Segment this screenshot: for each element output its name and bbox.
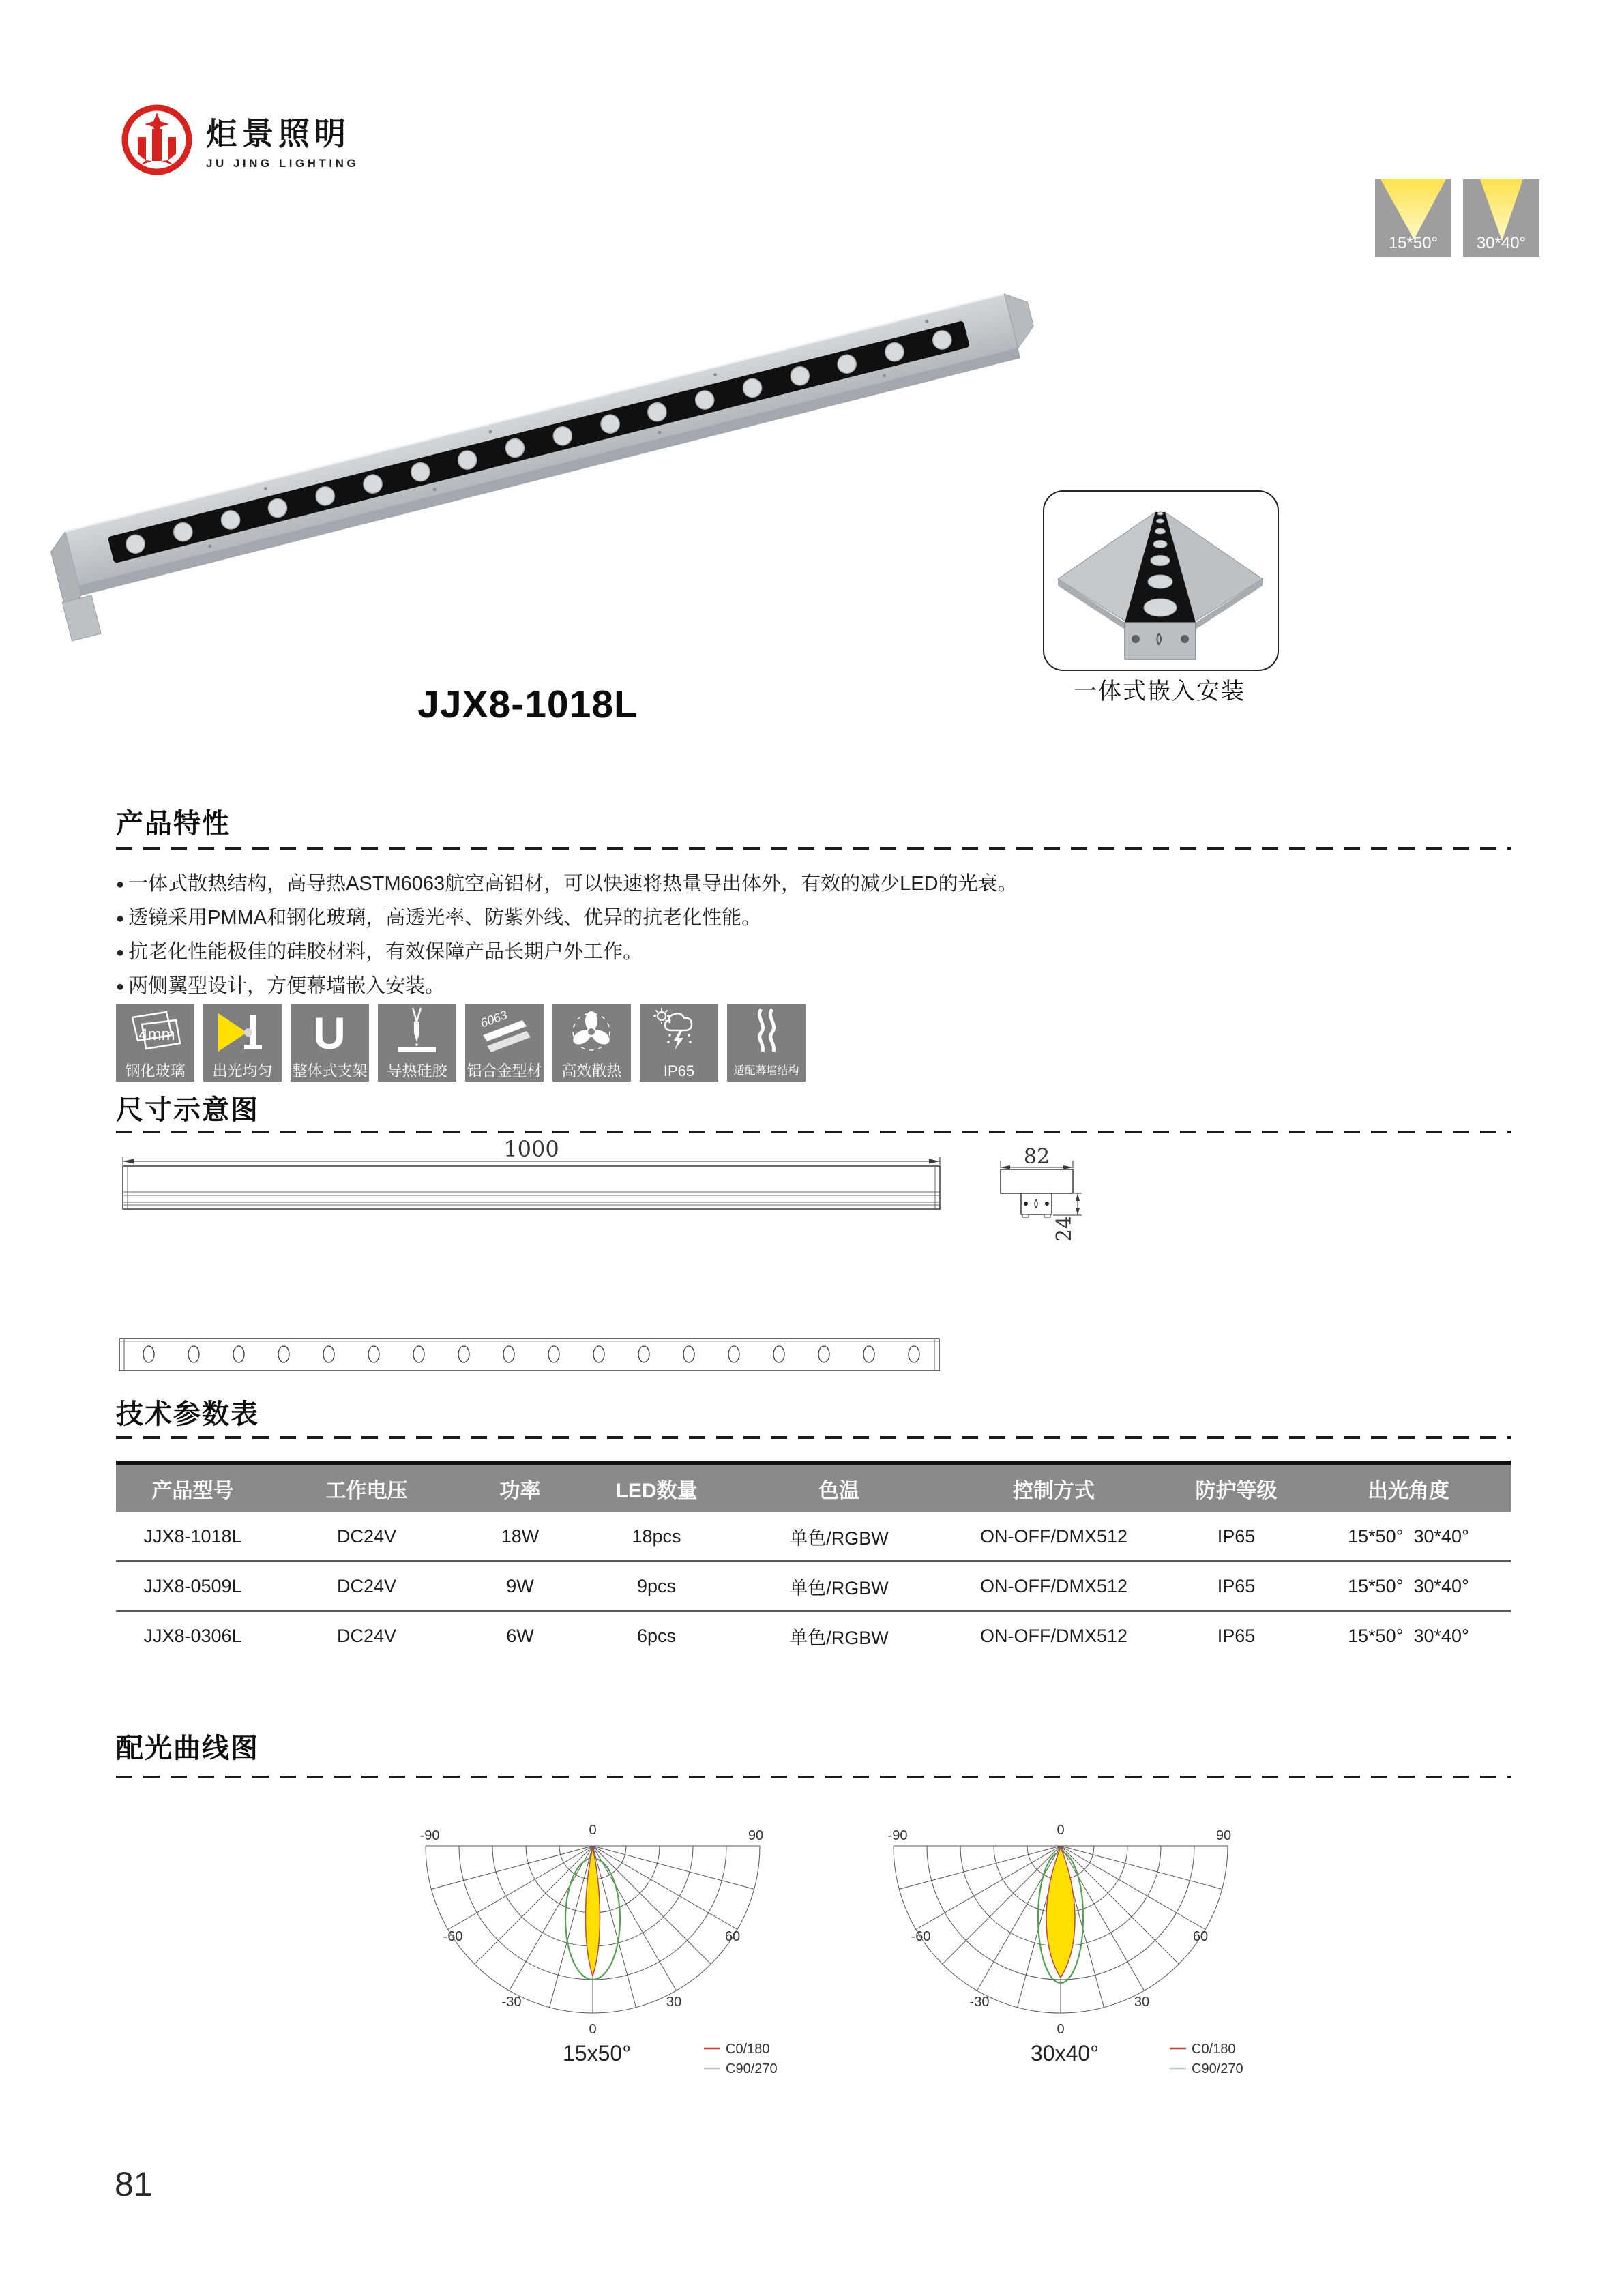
cell-control: ON-OFF/DMX512 (979, 1525, 1128, 1547)
section-divider (116, 1436, 1511, 1439)
beam-angle-badges (1375, 179, 1539, 257)
beam-badge-label: 15*50° (1388, 234, 1438, 252)
alloy-6063-badge: 6063 (478, 1008, 510, 1030)
brand-logo-icon (117, 100, 196, 179)
weatherproof-icon (640, 1004, 718, 1061)
section-divider (116, 1776, 1511, 1778)
tile-aluminum-profile (465, 1004, 544, 1082)
cell-ip: IP65 (1217, 1525, 1256, 1547)
tick-label: 0 (589, 1823, 597, 1838)
feature-item: ● 一体式散热结构，高导热ASTM6063航空高铝材，可以快速将热量导出体外，有效的减少LED的光衰。 (116, 867, 1018, 901)
cell-control: ON-OFF/DMX512 (979, 1625, 1128, 1646)
chart-label: 15x50° (563, 2041, 631, 2066)
col-header: 出光角度 (1368, 1480, 1449, 1502)
col-header: 工作电压 (325, 1480, 408, 1502)
tick-label: 0 (1057, 1823, 1065, 1838)
cell-color: 单色/RGBW (789, 1577, 889, 1598)
cell-voltage: DC24V (336, 1625, 397, 1646)
tick-label: 0 (589, 2022, 597, 2037)
beam-badge-label: 30*40° (1476, 234, 1526, 252)
cell-led-count: 9pcs (636, 1575, 677, 1596)
tick-label: -30 (969, 1995, 990, 2010)
table-row (116, 1612, 1511, 1660)
col-header: 防护等级 (1195, 1480, 1278, 1502)
tile-label: 出光均匀 (212, 1062, 273, 1079)
brand-logo (117, 100, 363, 180)
table-row (116, 1562, 1511, 1612)
section-title-specs: 技术参数表 (116, 1399, 259, 1429)
tick-label: 90 (1215, 1828, 1232, 1843)
legend-label: C90/270 (726, 2061, 778, 2076)
brand-name-en: JU JING LIGHTING (206, 157, 359, 170)
cell-voltage: DC24V (336, 1525, 397, 1547)
cell-power: 9W (506, 1575, 534, 1596)
photometric-charts (382, 1814, 1282, 2100)
cell-color: 单色/RGBW (789, 1527, 889, 1549)
section-title-features: 产品特性 (116, 809, 231, 839)
feature-item: ● 两侧翼型设计，方便幕墙嵌入安装。 (116, 970, 1018, 1004)
u-glyph: U (313, 1008, 346, 1058)
aluminum-profile-icon (465, 1004, 544, 1061)
polar-chart-15x50 (420, 1823, 778, 2076)
tile-weatherproof (640, 1004, 718, 1082)
feature-item: ● 抗老化性能极佳的硅胶材料，有效保障产品长期户外工作。 (116, 936, 1018, 970)
cell-voltage: DC24V (336, 1575, 397, 1596)
table-row (116, 1512, 1511, 1562)
dim-height-label: 24 (1052, 1215, 1076, 1242)
cell-ip: IP65 (1217, 1625, 1256, 1646)
tick-label: -60 (443, 1929, 463, 1944)
u-bracket-icon (291, 1004, 369, 1061)
section-divider (116, 1131, 1511, 1133)
brand-name-cn: 炬景照明 (206, 116, 351, 151)
feature-icon-tiles (116, 1004, 806, 1082)
col-header: 产品型号 (151, 1480, 234, 1502)
col-header: 色温 (818, 1480, 859, 1502)
spec-table (116, 1461, 1511, 1660)
feature-item: ● 透镜采用PMMA和钢化玻璃，高透光率、防紫外线、优异的抗老化性能。 (116, 901, 1018, 936)
dim-length-label: 1000 (503, 1139, 559, 1162)
inset-mounting-image (1043, 490, 1279, 671)
cell-control: ON-OFF/DMX512 (979, 1575, 1128, 1596)
tile-label: 导热硅胶 (387, 1062, 447, 1079)
cell-model: JJX8-0306L (143, 1625, 242, 1646)
tick-label: 60 (1192, 1929, 1209, 1944)
cell-beam: 15*50° 30*40° (1348, 1525, 1469, 1547)
tile-label: 高效散热 (561, 1062, 622, 1079)
cell-power: 6W (506, 1625, 534, 1646)
legend-label: C0/180 (1192, 2042, 1236, 2057)
tile-uniform-light (203, 1004, 282, 1082)
cell-power: 18W (501, 1525, 540, 1547)
tile-label: 适配幕墙结构 (733, 1065, 799, 1077)
tick-label: -60 (911, 1929, 931, 1944)
inset-caption: 一体式嵌入安装 (1074, 679, 1245, 704)
tick-label: 0 (1057, 2022, 1065, 2037)
cell-beam: 15*50° 30*40° (1348, 1625, 1469, 1646)
tile-label: 整体式支架 (292, 1062, 368, 1079)
beam-badge-30x40 (1463, 179, 1539, 257)
legend-label: C0/180 (726, 2042, 770, 2057)
product-photo (41, 269, 1064, 651)
tile-tempered-glass (116, 1004, 194, 1082)
chart-label: 30x40° (1031, 2041, 1099, 2066)
col-header: 控制方式 (1013, 1480, 1095, 1502)
tile-thermal-silicone (378, 1004, 456, 1082)
tick-label: 60 (724, 1929, 741, 1944)
cell-led-count: 6pcs (636, 1625, 677, 1646)
recessed-mount-drawing (1044, 492, 1276, 668)
tile-heat-dissipation (552, 1004, 631, 1082)
section-title-photometric: 配光曲线图 (116, 1733, 259, 1763)
col-header: 功率 (499, 1480, 541, 1502)
cell-color: 单色/RGBW (789, 1627, 889, 1648)
tile-curtain-wall (727, 1004, 806, 1082)
tick-label: 90 (748, 1828, 764, 1843)
tempered-glass-icon (116, 1004, 194, 1061)
tick-label: 30 (1134, 1995, 1150, 2010)
page-number: 81 (115, 2165, 153, 2203)
tick-label: -90 (419, 1828, 440, 1843)
tile-label: IP65 (663, 1062, 695, 1079)
glass-4mm-badge: 4mm (138, 1026, 175, 1044)
cell-model: JJX8-1018L (143, 1525, 242, 1547)
section-title-dimensions: 尺寸示意图 (116, 1095, 259, 1125)
thermal-silicone-icon (378, 1004, 456, 1061)
tick-label: -90 (887, 1828, 908, 1843)
cell-led-count: 18pcs (632, 1525, 681, 1547)
tile-u-bracket (291, 1004, 369, 1082)
curtain-wall-icon (727, 1004, 806, 1061)
legend-label: C90/270 (1192, 2061, 1243, 2076)
dimension-drawing (116, 1139, 1105, 1377)
feature-list (116, 867, 1018, 1004)
model-title: JJX8-1018L (417, 683, 638, 726)
uniform-light-icon (203, 1004, 282, 1061)
cell-model: JJX8-0509L (143, 1575, 242, 1596)
section-divider (116, 847, 1511, 850)
spec-table-header (116, 1465, 1511, 1512)
cell-beam: 15*50° 30*40° (1348, 1575, 1469, 1596)
cell-ip: IP65 (1217, 1575, 1256, 1596)
curve-c0-180 (1046, 1847, 1075, 1978)
curve-c0-180 (585, 1847, 600, 1976)
heat-dissipation-fan-icon (552, 1004, 631, 1061)
tick-label: 30 (666, 1995, 682, 2010)
polar-chart-30x40 (888, 1823, 1243, 2076)
tile-label: 铝合金型材 (467, 1062, 542, 1079)
dim-width-label: 82 (1023, 1145, 1050, 1169)
tick-label: -30 (501, 1995, 522, 2010)
beam-badge-15x50 (1375, 179, 1451, 257)
tile-label: 钢化玻璃 (125, 1062, 186, 1079)
col-header: LED数量 (615, 1480, 698, 1502)
